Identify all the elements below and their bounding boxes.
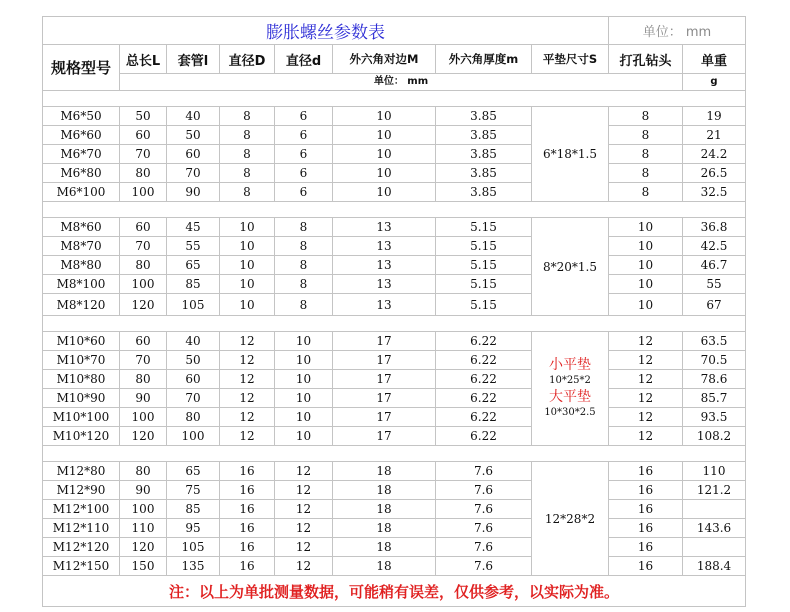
table-row <box>43 164 746 183</box>
cell-hex-across: 18 <box>333 519 436 538</box>
cell-dia-big: 16 <box>220 481 275 500</box>
cell-hex-across: 17 <box>333 370 436 389</box>
washer-text: 8*20*1.5 <box>543 259 597 274</box>
washer-text: 10*25*2 <box>549 374 591 386</box>
cell-spec: M12*150 <box>43 557 120 576</box>
cell-dia-big: 16 <box>220 519 275 538</box>
cell-dia-small: 10 <box>275 389 333 408</box>
cell-drill: 16 <box>609 538 683 557</box>
cell-length: 100 <box>120 183 167 202</box>
cell-length: 60 <box>120 126 167 145</box>
cell-dia-big: 16 <box>220 462 275 481</box>
cell-weight: 78.6 <box>683 370 746 389</box>
cell-hex-across: 18 <box>333 481 436 500</box>
cell-weight: 46.7 <box>683 256 746 275</box>
cell-weight: 70.5 <box>683 351 746 370</box>
table-row <box>43 332 746 351</box>
cell-hex-thick: 5.15 <box>436 294 532 316</box>
cell-drill: 12 <box>609 389 683 408</box>
cell-hex-across: 10 <box>333 183 436 202</box>
cell-sleeve: 65 <box>167 462 220 481</box>
cell-spec: M6*60 <box>43 126 120 145</box>
cell-sleeve: 60 <box>167 145 220 164</box>
spacer-cell <box>43 316 746 332</box>
table-row <box>43 389 746 408</box>
cell-spec: M12*120 <box>43 538 120 557</box>
cell-dia-small: 6 <box>275 145 333 164</box>
cell-dia-big: 10 <box>220 237 275 256</box>
cell-sleeve: 70 <box>167 389 220 408</box>
header-hex-thick: 外六角厚度m <box>436 45 532 74</box>
cell-length: 60 <box>120 218 167 237</box>
cell-drill: 12 <box>609 332 683 351</box>
table-row <box>43 519 746 538</box>
cell-dia-big: 8 <box>220 126 275 145</box>
spacer-cell <box>43 446 746 462</box>
cell-drill: 16 <box>609 500 683 519</box>
cell-weight <box>683 538 746 557</box>
cell-dia-big: 10 <box>220 275 275 294</box>
header-washer: 平垫尺寸S <box>532 45 609 74</box>
cell-length: 90 <box>120 389 167 408</box>
cell-hex-thick: 7.6 <box>436 538 532 557</box>
cell-sleeve: 40 <box>167 107 220 126</box>
cell-dia-big: 8 <box>220 183 275 202</box>
header-weight: 单重 <box>683 45 746 74</box>
cell-hex-across: 17 <box>333 332 436 351</box>
cell-dia-big: 12 <box>220 370 275 389</box>
cell-dia-big: 10 <box>220 218 275 237</box>
group-spacer <box>43 446 746 462</box>
group-spacer <box>43 91 746 107</box>
cell-sleeve: 40 <box>167 332 220 351</box>
cell-sleeve: 45 <box>167 218 220 237</box>
cell-length: 100 <box>120 500 167 519</box>
washer-text: 12*28*2 <box>544 511 596 526</box>
table-row <box>43 294 746 316</box>
table-row <box>43 145 746 164</box>
cell-drill: 8 <box>609 107 683 126</box>
cell-hex-across: 18 <box>333 557 436 576</box>
cell-hex-thick: 5.15 <box>436 256 532 275</box>
cell-hex-across: 13 <box>333 294 436 316</box>
cell-weight: 42.5 <box>683 237 746 256</box>
cell-drill: 10 <box>609 256 683 275</box>
cell-drill: 16 <box>609 481 683 500</box>
group-spacer <box>43 202 746 218</box>
cell-weight: 36.8 <box>683 218 746 237</box>
cell-hex-across: 18 <box>333 538 436 557</box>
cell-dia-big: 12 <box>220 351 275 370</box>
cell-hex-thick: 6.22 <box>436 332 532 351</box>
cell-hex-across: 10 <box>333 164 436 183</box>
washer-cell <box>532 462 609 576</box>
cell-length: 70 <box>120 351 167 370</box>
cell-length: 50 <box>120 107 167 126</box>
washer-cell <box>532 107 609 202</box>
table-row <box>43 538 746 557</box>
cell-spec: M10*80 <box>43 370 120 389</box>
header-length: 总长L <box>120 45 167 74</box>
cell-length: 70 <box>120 237 167 256</box>
cell-spec: M12*80 <box>43 462 120 481</box>
cell-hex-across: 18 <box>333 500 436 519</box>
cell-dia-small: 12 <box>275 519 333 538</box>
cell-hex-across: 17 <box>333 427 436 446</box>
table-row <box>43 408 746 427</box>
cell-hex-thick: 6.22 <box>436 389 532 408</box>
cell-drill: 12 <box>609 351 683 370</box>
cell-dia-big: 8 <box>220 164 275 183</box>
cell-drill: 10 <box>609 294 683 316</box>
cell-hex-across: 13 <box>333 256 436 275</box>
subheader-unit: 单位： mm <box>120 74 683 91</box>
cell-spec: M12*110 <box>43 519 120 538</box>
cell-dia-small: 12 <box>275 481 333 500</box>
table-row <box>43 500 746 519</box>
cell-sleeve: 55 <box>167 237 220 256</box>
cell-dia-big: 10 <box>220 256 275 275</box>
cell-dia-big: 12 <box>220 427 275 446</box>
cell-dia-small: 6 <box>275 107 333 126</box>
cell-drill: 16 <box>609 557 683 576</box>
cell-hex-across: 13 <box>333 237 436 256</box>
table-row <box>43 218 746 237</box>
cell-dia-small: 6 <box>275 164 333 183</box>
cell-sleeve: 50 <box>167 351 220 370</box>
table-row <box>43 126 746 145</box>
cell-hex-thick: 3.85 <box>436 183 532 202</box>
cell-dia-big: 16 <box>220 557 275 576</box>
cell-spec: M6*50 <box>43 107 120 126</box>
cell-hex-across: 17 <box>333 389 436 408</box>
cell-drill: 8 <box>609 126 683 145</box>
cell-weight: 67 <box>683 294 746 316</box>
cell-length: 120 <box>120 427 167 446</box>
unit-label: 单位： mm <box>609 17 746 45</box>
washer-text: 6*18*1.5 <box>543 147 597 161</box>
cell-dia-big: 12 <box>220 332 275 351</box>
cell-hex-across: 17 <box>333 351 436 370</box>
cell-drill: 12 <box>609 408 683 427</box>
header-dia-small: 直径d <box>275 45 333 74</box>
cell-spec: M10*90 <box>43 389 120 408</box>
table-row <box>43 237 746 256</box>
cell-hex-thick: 7.6 <box>436 481 532 500</box>
cell-length: 100 <box>120 408 167 427</box>
cell-drill: 12 <box>609 427 683 446</box>
cell-hex-across: 17 <box>333 408 436 427</box>
spacer-cell <box>43 91 746 107</box>
cell-length: 70 <box>120 145 167 164</box>
cell-dia-small: 10 <box>275 332 333 351</box>
cell-drill: 10 <box>609 237 683 256</box>
cell-spec: M12*100 <box>43 500 120 519</box>
group-spacer <box>43 316 746 332</box>
cell-hex-thick: 5.15 <box>436 237 532 256</box>
cell-weight: 108.2 <box>683 427 746 446</box>
table-row <box>43 557 746 576</box>
washer-text: 10*30*2.5 <box>544 406 596 418</box>
cell-weight: 26.5 <box>683 164 746 183</box>
cell-dia-small: 12 <box>275 557 333 576</box>
cell-weight: 19 <box>683 107 746 126</box>
washer-text: 大平垫 <box>549 388 591 405</box>
cell-drill: 12 <box>609 370 683 389</box>
cell-spec: M8*120 <box>43 294 120 316</box>
cell-hex-thick: 5.15 <box>436 218 532 237</box>
cell-sleeve: 85 <box>167 500 220 519</box>
cell-spec: M8*100 <box>43 275 120 294</box>
cell-hex-thick: 3.85 <box>436 126 532 145</box>
header-spec: 规格型号 <box>43 45 120 91</box>
subheader-weight-unit: g <box>683 74 746 91</box>
table-row <box>43 427 746 446</box>
cell-spec: M10*60 <box>43 332 120 351</box>
cell-length: 80 <box>120 164 167 183</box>
cell-spec: M6*100 <box>43 183 120 202</box>
cell-sleeve: 105 <box>167 294 220 316</box>
cell-hex-thick: 3.85 <box>436 107 532 126</box>
spec-table <box>42 16 746 607</box>
table-row <box>43 481 746 500</box>
cell-dia-small: 8 <box>275 256 333 275</box>
table-row <box>43 183 746 202</box>
cell-spec: M6*80 <box>43 164 120 183</box>
cell-dia-small: 10 <box>275 370 333 389</box>
cell-spec: M8*80 <box>43 256 120 275</box>
table-row <box>43 351 746 370</box>
cell-sleeve: 135 <box>167 557 220 576</box>
cell-hex-thick: 6.22 <box>436 427 532 446</box>
cell-length: 150 <box>120 557 167 576</box>
cell-hex-thick: 5.15 <box>436 275 532 294</box>
cell-dia-big: 16 <box>220 538 275 557</box>
cell-dia-big: 10 <box>220 294 275 316</box>
cell-sleeve: 65 <box>167 256 220 275</box>
cell-dia-small: 10 <box>275 351 333 370</box>
cell-hex-thick: 3.85 <box>436 145 532 164</box>
cell-drill: 8 <box>609 164 683 183</box>
cell-hex-thick: 6.22 <box>436 408 532 427</box>
washer-cell <box>532 218 609 316</box>
cell-weight: 93.5 <box>683 408 746 427</box>
cell-hex-thick: 3.85 <box>436 164 532 183</box>
cell-hex-across: 10 <box>333 107 436 126</box>
cell-dia-small: 8 <box>275 237 333 256</box>
cell-dia-small: 8 <box>275 218 333 237</box>
footnote: 注：以上为单批测量数据，可能稍有误差，仅供参考，以实际为准。 <box>43 576 746 607</box>
note-row <box>43 576 746 607</box>
cell-hex-across: 10 <box>333 145 436 164</box>
cell-hex-thick: 7.6 <box>436 557 532 576</box>
table-row <box>43 275 746 294</box>
header-dia-big: 直径D <box>220 45 275 74</box>
cell-spec: M10*70 <box>43 351 120 370</box>
cell-weight: 188.4 <box>683 557 746 576</box>
cell-hex-thick: 7.6 <box>436 500 532 519</box>
cell-length: 120 <box>120 294 167 316</box>
cell-sleeve: 80 <box>167 408 220 427</box>
cell-length: 80 <box>120 462 167 481</box>
header-sleeve: 套管l <box>167 45 220 74</box>
cell-spec: M10*100 <box>43 408 120 427</box>
cell-dia-small: 8 <box>275 294 333 316</box>
cell-length: 80 <box>120 370 167 389</box>
cell-sleeve: 100 <box>167 427 220 446</box>
cell-hex-thick: 7.6 <box>436 519 532 538</box>
table-title: 膨胀螺丝参数表 <box>43 17 609 45</box>
cell-hex-thick: 7.6 <box>436 462 532 481</box>
cell-weight: 110 <box>683 462 746 481</box>
cell-hex-thick: 6.22 <box>436 351 532 370</box>
cell-length: 60 <box>120 332 167 351</box>
cell-weight: 85.7 <box>683 389 746 408</box>
table-row <box>43 107 746 126</box>
cell-weight: 63.5 <box>683 332 746 351</box>
cell-drill: 16 <box>609 519 683 538</box>
cell-weight: 21 <box>683 126 746 145</box>
cell-length: 100 <box>120 275 167 294</box>
cell-weight: 24.2 <box>683 145 746 164</box>
cell-drill: 10 <box>609 275 683 294</box>
cell-drill: 16 <box>609 462 683 481</box>
cell-dia-small: 12 <box>275 538 333 557</box>
table-row <box>43 370 746 389</box>
cell-length: 80 <box>120 256 167 275</box>
cell-spec: M10*120 <box>43 427 120 446</box>
cell-dia-big: 12 <box>220 389 275 408</box>
cell-sleeve: 105 <box>167 538 220 557</box>
cell-length: 120 <box>120 538 167 557</box>
cell-sleeve: 85 <box>167 275 220 294</box>
cell-dia-small: 12 <box>275 500 333 519</box>
cell-dia-small: 6 <box>275 126 333 145</box>
cell-spec: M12*90 <box>43 481 120 500</box>
header-drill: 打孔钻头 <box>609 45 683 74</box>
cell-weight: 55 <box>683 275 746 294</box>
cell-length: 90 <box>120 481 167 500</box>
cell-sleeve: 75 <box>167 481 220 500</box>
cell-hex-across: 18 <box>333 462 436 481</box>
cell-dia-small: 12 <box>275 462 333 481</box>
cell-drill: 8 <box>609 145 683 164</box>
cell-sleeve: 90 <box>167 183 220 202</box>
cell-spec: M6*70 <box>43 145 120 164</box>
cell-dia-big: 12 <box>220 408 275 427</box>
cell-spec: M8*70 <box>43 237 120 256</box>
cell-dia-small: 10 <box>275 427 333 446</box>
cell-dia-small: 8 <box>275 275 333 294</box>
cell-drill: 10 <box>609 218 683 237</box>
cell-sleeve: 95 <box>167 519 220 538</box>
cell-sleeve: 50 <box>167 126 220 145</box>
washer-cell <box>532 332 609 446</box>
table-row <box>43 256 746 275</box>
cell-dia-small: 6 <box>275 183 333 202</box>
spacer-cell <box>43 202 746 218</box>
cell-hex-across: 10 <box>333 126 436 145</box>
cell-spec: M8*60 <box>43 218 120 237</box>
cell-sleeve: 70 <box>167 164 220 183</box>
washer-text: 小平垫 <box>549 356 591 373</box>
header-hex-across: 外六角对边M <box>333 45 436 74</box>
cell-hex-thick: 6.22 <box>436 370 532 389</box>
cell-dia-big: 8 <box>220 145 275 164</box>
cell-sleeve: 60 <box>167 370 220 389</box>
cell-weight: 143.6 <box>683 519 746 538</box>
cell-weight <box>683 500 746 519</box>
cell-hex-across: 13 <box>333 275 436 294</box>
cell-drill: 8 <box>609 183 683 202</box>
cell-hex-across: 13 <box>333 218 436 237</box>
cell-length: 110 <box>120 519 167 538</box>
table-row <box>43 462 746 481</box>
cell-weight: 121.2 <box>683 481 746 500</box>
cell-weight: 32.5 <box>683 183 746 202</box>
cell-dia-small: 10 <box>275 408 333 427</box>
cell-dia-big: 16 <box>220 500 275 519</box>
cell-dia-big: 8 <box>220 107 275 126</box>
